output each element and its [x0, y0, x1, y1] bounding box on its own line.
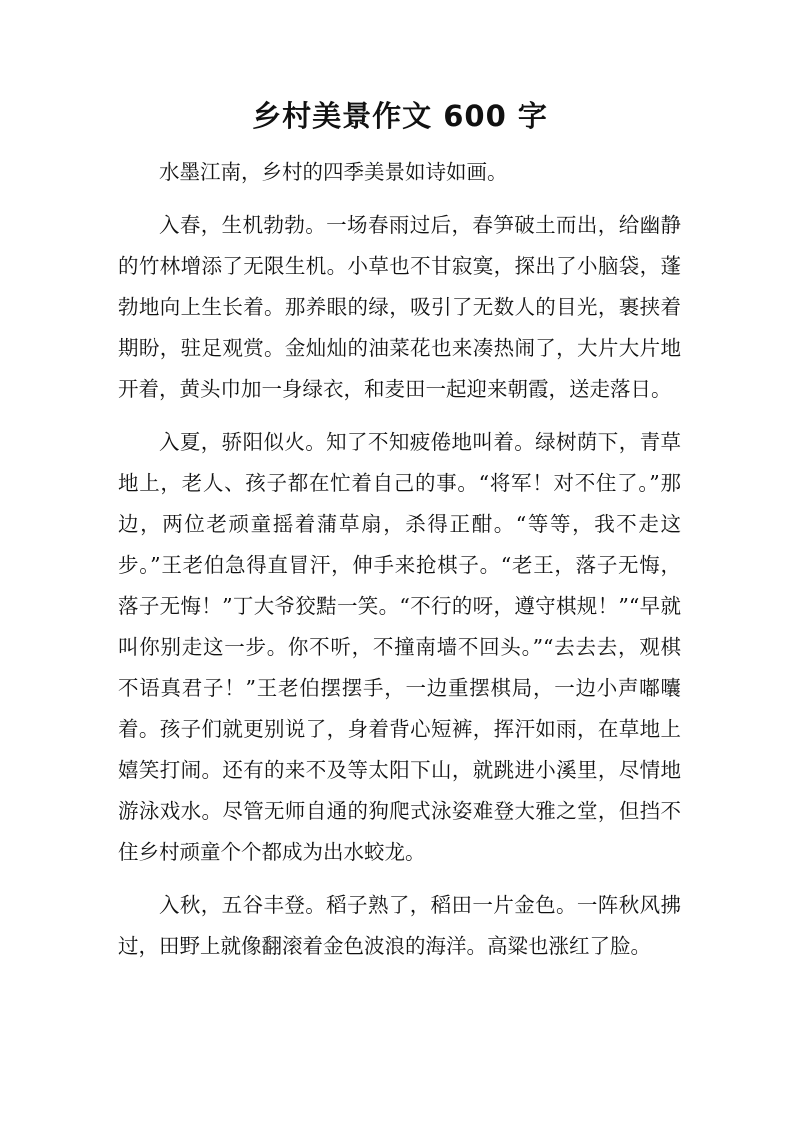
document-body: [118, 152, 681, 979]
paragraph-spring: 入春，生机勃勃。一场春雨过后，春笋破土而出，给幽静的竹林增添了无限生机。小草也不甘寂寞，探出了小脑袋，蓬勃地向上生长着。那养眼的绿，吸引了无数人的目光，裹挟着期盼，驻足观赏。金灿灿的油菜花也来凑热闹了，大片大片地开着，黄头巾加一身绿衣，和麦田一起迎来朝霞，送走落日。: [118, 213, 681, 401]
paragraph-summer: 入夏，骄阳似火。知了不知疲倦地叫着。绿树荫下，青草地上，老人、孩子都在忙着自己的事。“将军！对不住了。”那边，两位老顽童摇着蒲草扇，杀得正酣。“等等，我不走这步。”王老伯急得直冒汗，伸手来抢棋子。“老王，落子无悔，落子无悔！”丁大爷狡黠一笑。“不行的呀，遵守棋规！”“早就叫你别走这一步。你不听，不撞南墙不回头。”“去去去，观棋不语真君子！”王老伯摆摆手，一边重摆棋局，一边小声嘟囔着。孩子们就更别说了，身着背心短裤，挥汗如雨，在草地上嬉笑打闹。还有的来不及等太阳下山，就跳进小溪里，尽情地游泳戏水。尽管无师自通的狗爬式泳姿难登大雅之堂，但挡不住乡村顽童个个都成为出水蛟龙。: [118, 430, 681, 864]
document-title: 乡村美景作文 600 字: [252, 99, 548, 133]
paragraph-autumn: 入秋，五谷丰登。稻子熟了，稻田一片金色。一阵秋风拂过，田野上就像翻滚着金色波浪的海洋。高粱也涨红了脸。: [118, 893, 681, 958]
paragraph-intro: 水墨江南，乡村的四季美景如诗如画。: [159, 160, 508, 184]
